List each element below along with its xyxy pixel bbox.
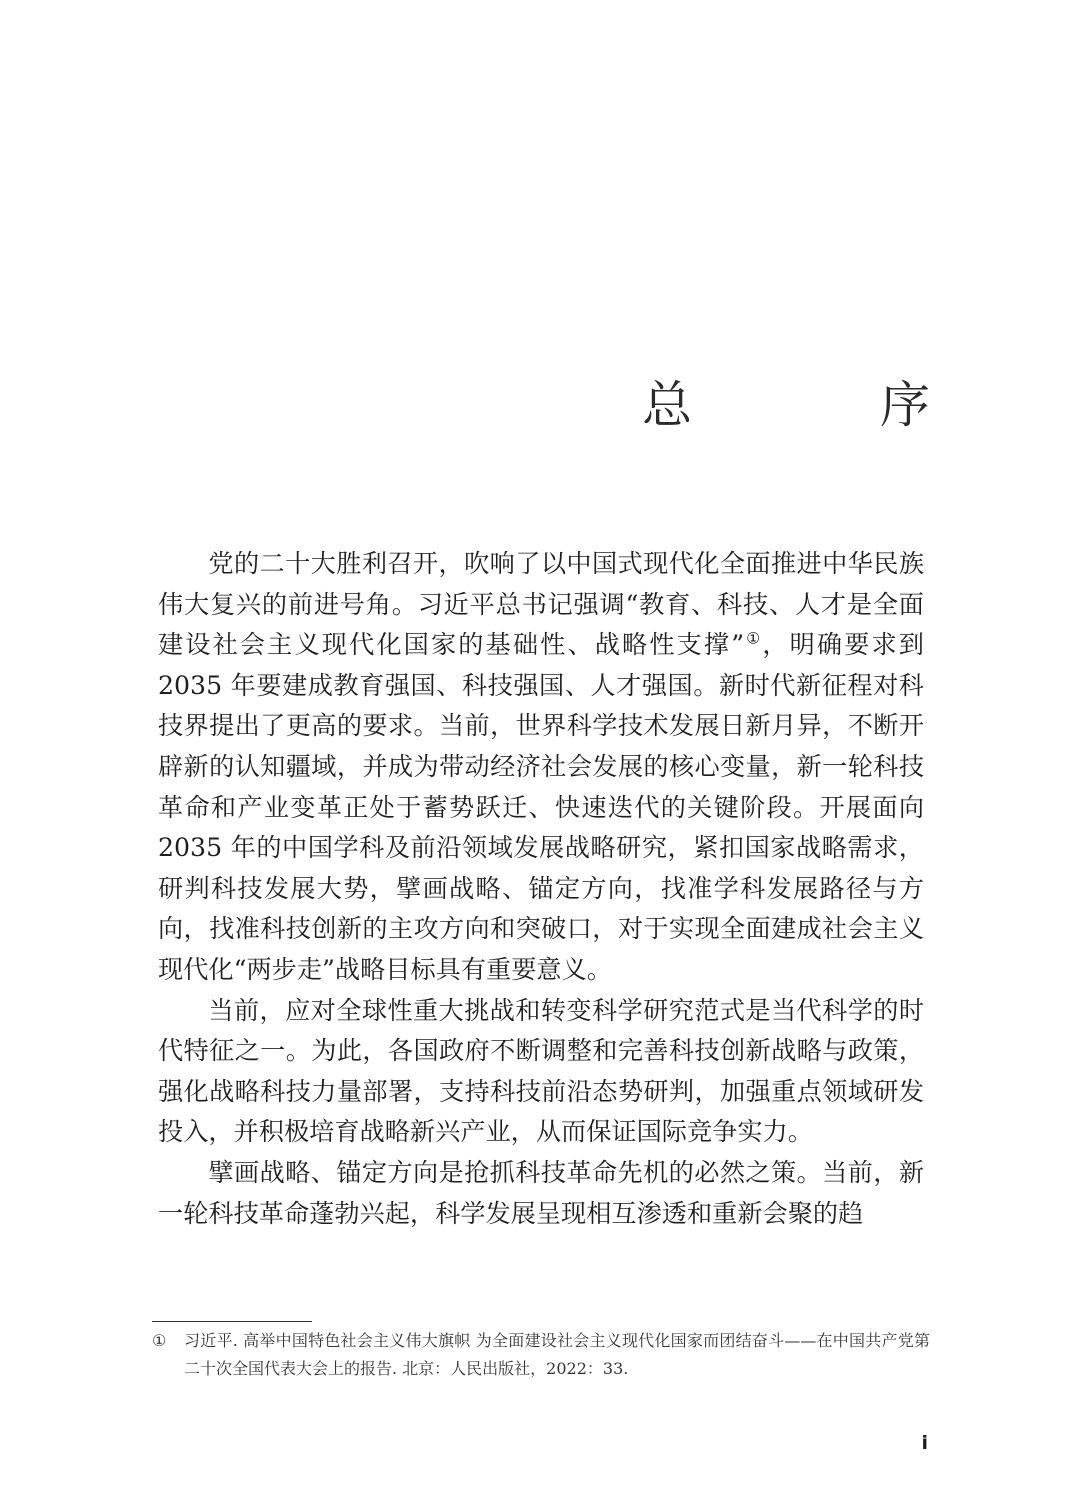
footnote (152, 1327, 930, 1383)
paragraph-text: 党的二十大胜利召开，吹响了以中国式现代化全面推进中华民族伟大复兴的前进号角。习近平总书记强调“教育、科技、人才是全面建设社会主义现代化国家的基础性、战略性支撑” (158, 549, 924, 660)
footnote-separator (152, 1321, 312, 1322)
paragraph: 当前，应对全球性重大挑战和转变科学研究范式是当代科学的时代特征之一。为此，各国政府不断调整和完善科技创新战略与政策，强化战略科技力量部署，支持科技前沿态势研判，加强重点领域研发投入，并积极培育战略新兴产业，从而保证国际竞争实力。 (158, 995, 924, 1147)
paragraph (158, 544, 924, 991)
page-title: 总 序 (642, 375, 1016, 434)
footnote-reference: ① (744, 629, 763, 648)
body-text (158, 544, 924, 1234)
footnote-marker: ① (152, 1331, 167, 1350)
paragraph-text: ，明确要求到 2035 年要建成教育强国、科技强国、人才强国。新时代新征程对科技界提出了更高的要求。当前，世界科学技术发展日新月异，不断开辟新的认知疆域，并成为带动经济社会发展的核心变量，新一轮科技革命和产业变革正处于蓄势跃迁、快速迭代的关键阶段。开展面向 2035 年的中国学科及前沿领域发展战略研究，紧扣国家战略需求，研判科技发展大势，擘画战略、锚定方向，找准学科发展路径与方向，找准科技创新的主攻方向和突破口，对于实现全面建成社会主义现代化“两步走”战略目标具有重要意义。 (158, 630, 924, 984)
page-number: i (921, 1432, 928, 1454)
footnote-text: 习近平. 高举中国特色社会主义伟大旗帜 为全面建设社会主义现代化国家而团结奋斗——在中国共产党第二十次全国代表大会上的报告. 北京：人民出版社，2022：33. (184, 1331, 930, 1378)
paragraph: 擘画战略、锚定方向是抢抓科技革命先机的必然之策。当前，新一轮科技革命蓬勃兴起，科学发展呈现相互渗透和重新会聚的趋 (158, 1157, 924, 1228)
